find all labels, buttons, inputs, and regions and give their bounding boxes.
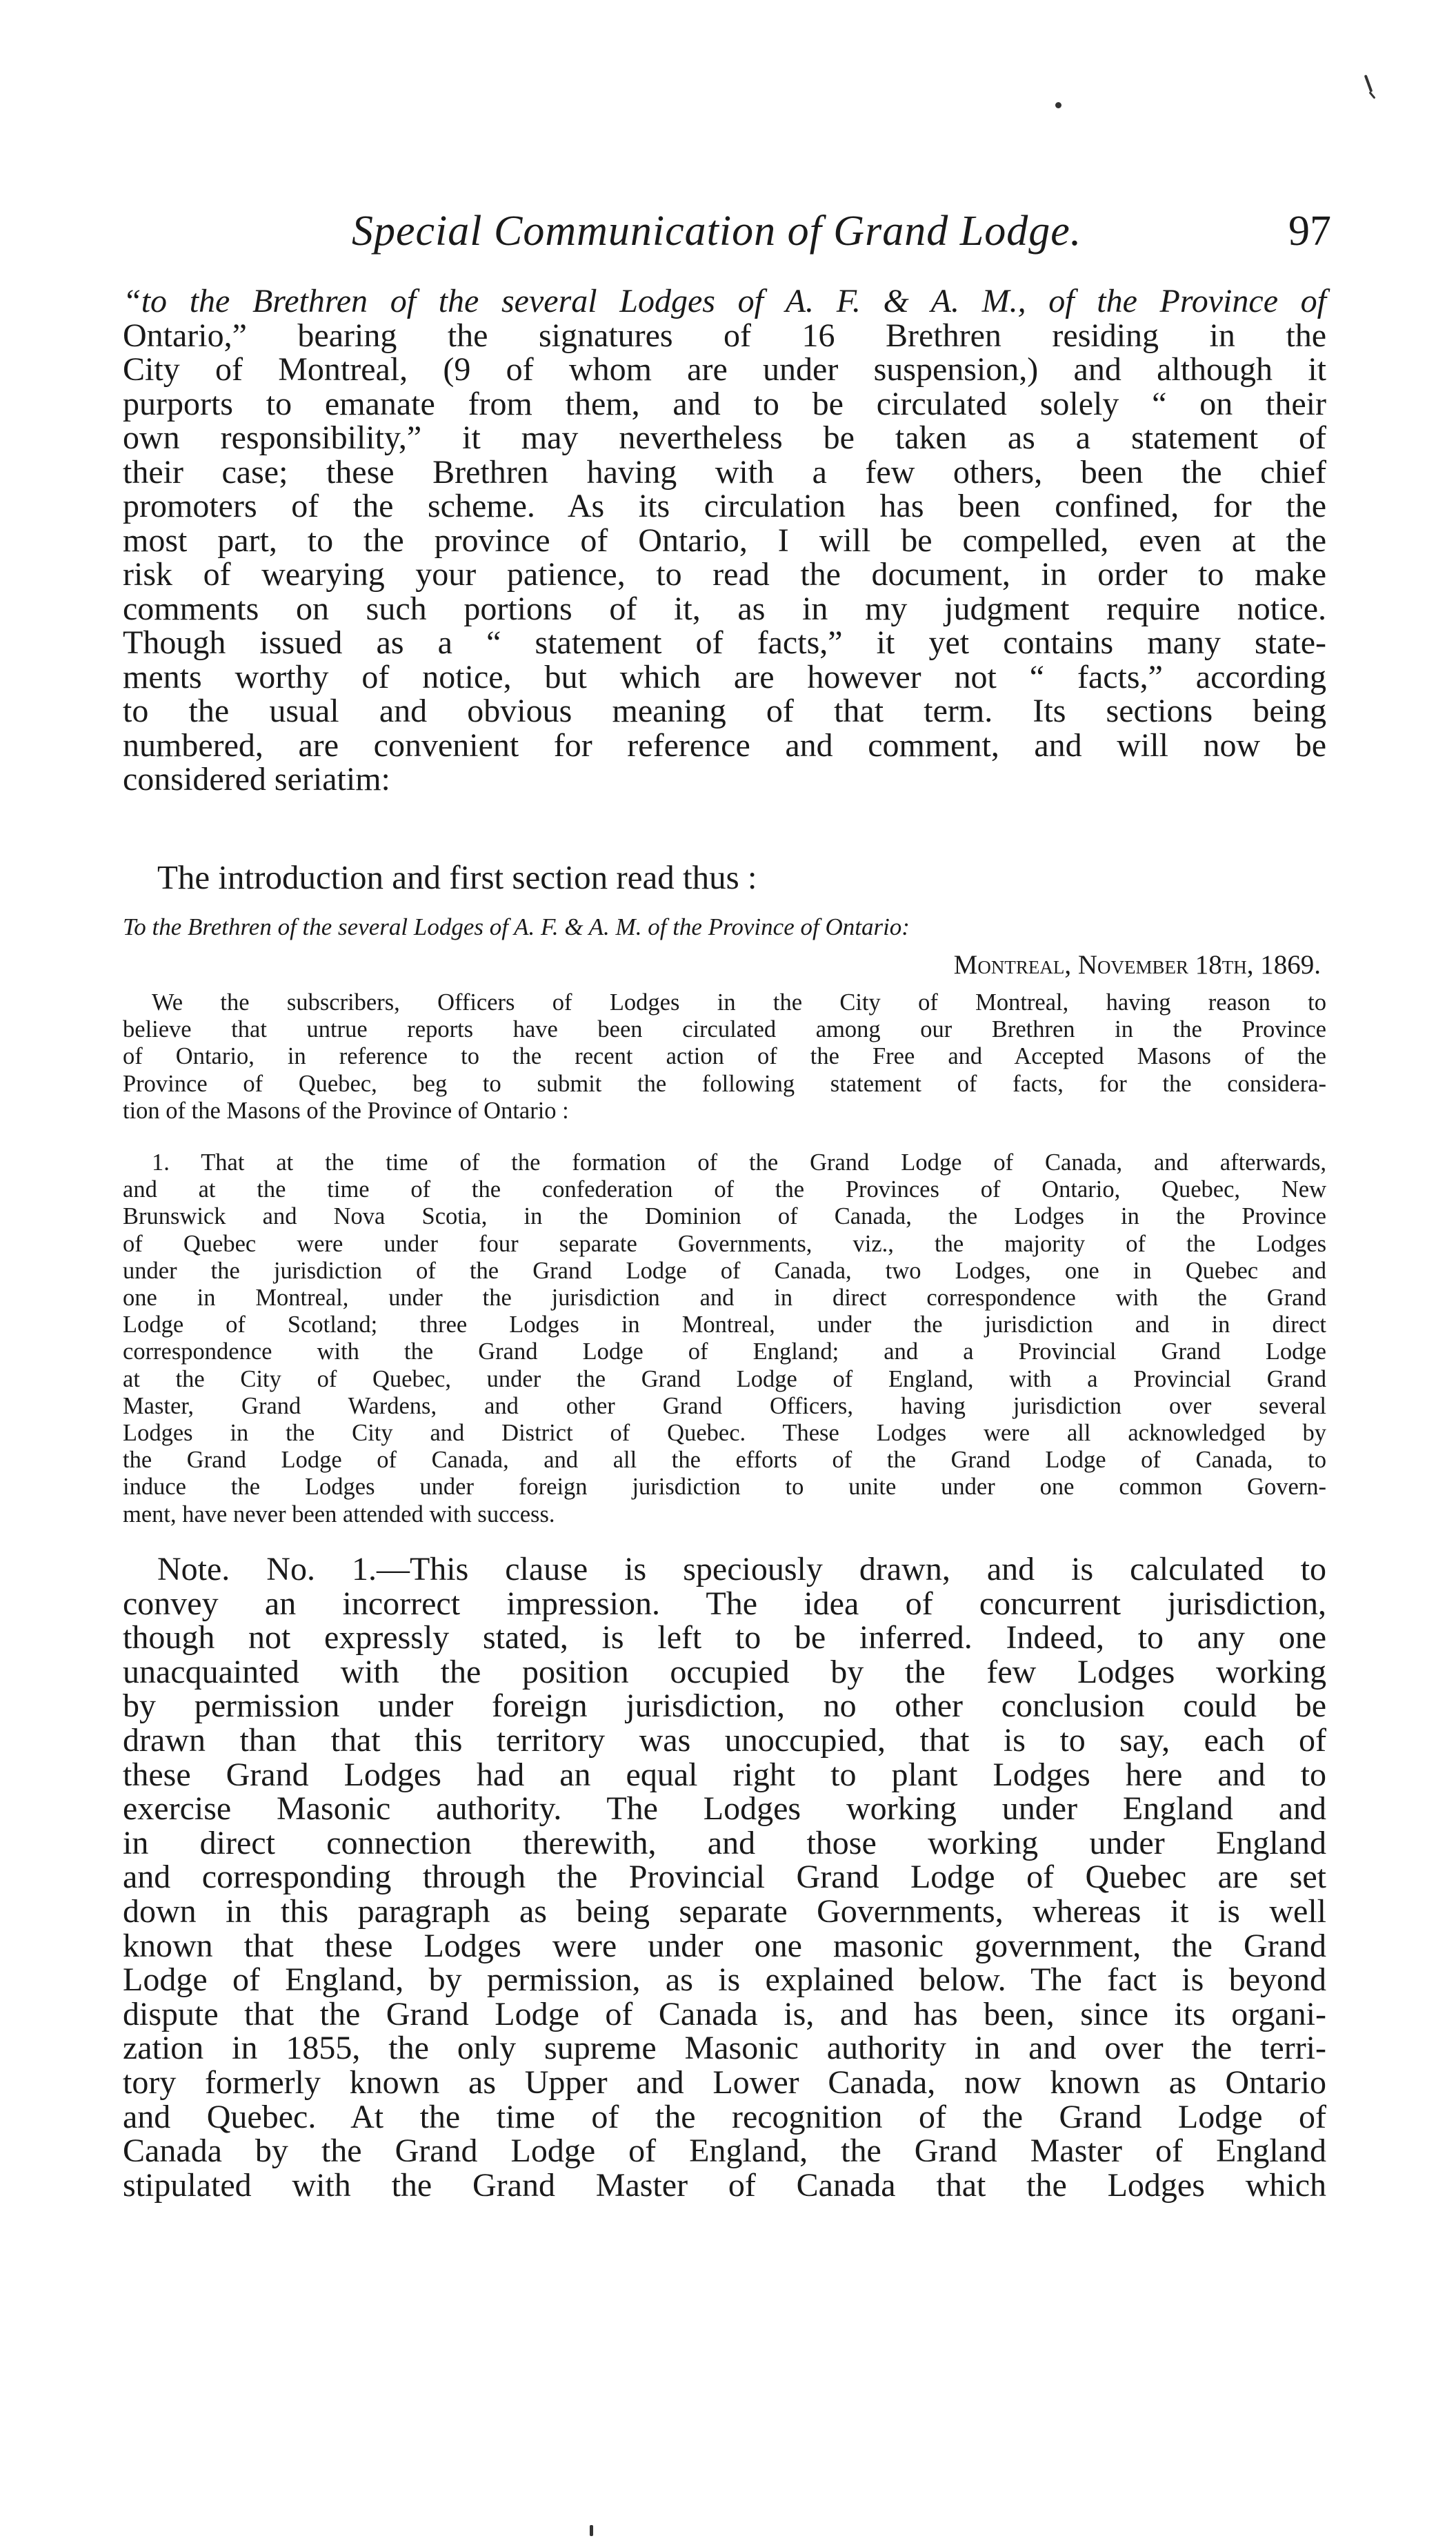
text-line: down in this paragraph as being separate Governments, whereas it is well (123, 1892, 1326, 1930)
text-line: considered seriatim: (123, 761, 390, 798)
note-paragraph (123, 1552, 1326, 2202)
text-line: drawn than that this territory was unoccupied, that is to say, each of (123, 1721, 1326, 1759)
scan-speck (1055, 102, 1061, 108)
text-line: risk of wearying your patience, to read the document, in order to make (123, 556, 1326, 593)
text-line: The introduction and first section read thus : (157, 858, 757, 896)
scan-speck (1368, 91, 1375, 99)
text-line: stipulated with the Grand Master of Canada that the Lodges which (123, 2166, 1326, 2204)
text-line: to the usual and obvious meaning of that term. Its sections being (123, 693, 1326, 729)
text-line: in direct connection therewith, and those working under England (123, 1824, 1326, 1861)
text-line: their case; these Brethren having with a few others, been the chief (123, 453, 1326, 491)
text-line: convey an incorrect impression. The idea of concurrent jurisdiction, (123, 1585, 1326, 1622)
text-line: most part, to the province of Ontario, I will be compelled, even at the (123, 522, 1326, 559)
text-line: one in Montreal, under the jurisdiction and in direct correspondence with the Grand (123, 1285, 1326, 1312)
text-line: zation in 1855, the only supreme Masonic authority in and over the terri- (123, 2030, 1326, 2067)
text-line: comments on such portions of it, as in my judgment require notice. (123, 590, 1326, 627)
text-line: at the City of Quebec, under the Grand Lodge of England, with a Provincial Grand (123, 1365, 1326, 1392)
intro-line (157, 858, 1192, 896)
text-line: of Ontario, in reference to the recent action of the Free and Accepted Masons of the (123, 1043, 1326, 1070)
text-line: believe that untrue reports have been circulated among our Brethren in the Province (123, 1016, 1326, 1043)
text-line: of Quebec were under four separate Governments, viz., the majority of the Lodges (123, 1230, 1326, 1257)
section-1-paragraph (123, 1149, 1326, 1528)
text-line: dispute that the Grand Lodge of Canada is, and has been, since its organi- (123, 1995, 1326, 2032)
text-line: Master, Grand Wardens, and other Grand Officers, having jurisdiction over several (123, 1392, 1326, 1419)
running-head: Special Communication of Grand Lodge. (352, 208, 1082, 255)
text-line: tion of the Masons of the Province of Ontario : (123, 1097, 569, 1124)
opening-paragraph (123, 284, 1326, 797)
text-line: numbered, are convenient for reference and comment, and will now be (123, 726, 1326, 764)
text-line: under the jurisdiction of the Grand Lodge of Canada, two Lodges, one in Quebec and (123, 1257, 1326, 1284)
text-line: promoters of the scheme. As its circulation has been confined, for the (123, 488, 1326, 524)
subscribers-paragraph (123, 989, 1326, 1125)
text-line: correspondence with the Grand Lodge of England; and a Provincial Grand Lodge (123, 1338, 1326, 1365)
text-line: We the subscribers, Officers of Lodges in the City of Montreal, having reason to (152, 989, 1326, 1016)
text-line: own responsibility,” it may nevertheless be taken as a statement of (123, 419, 1326, 456)
text-line: the Grand Lodge of Canada, and all the efforts of the Grand Lodge of Canada, to (123, 1447, 1326, 1474)
text-line: tory formerly known as Upper and Lower Canada, now known as Ontario (123, 2064, 1326, 2101)
scan-speck (1364, 75, 1373, 92)
text-line: and corresponding through the Provincial Grand Lodge of Quebec are set (123, 1859, 1326, 1896)
text-line: Province of Quebec, beg to submit the following statement of facts, for the considera- (123, 1070, 1326, 1097)
text-line: Canada by the Grand Lodge of England, the Grand Master of England (123, 2133, 1326, 2170)
text-line: Though issued as a “ statement of facts,” it yet contains many state- (123, 624, 1326, 661)
scan-speck (590, 2525, 593, 2536)
text-line: Lodge of Scotland; three Lodges in Montreal, under the jurisdiction and in direct (123, 1312, 1326, 1338)
text-line: ments worthy of notice, but which are however not “ facts,” according (123, 658, 1326, 695)
page-number: 97 (1288, 208, 1331, 255)
text-line: by permission under foreign jurisdiction, no other conclusion could be (123, 1688, 1326, 1725)
text-line: Lodge of England, by permission, as is explained below. The fact is beyond (123, 1961, 1326, 1999)
text-line: Montreal, November 18th, 1869. (953, 950, 1321, 980)
text-line: these Grand Lodges had an equal right to plant Lodges here and to (123, 1756, 1326, 1793)
text-line: and at the time of the confederation of the Provinces of Ontario, Quebec, New (123, 1176, 1326, 1203)
text-line: exercise Masonic authority. The Lodges working under England and (123, 1790, 1326, 1828)
text-line: known that these Lodges were under one masonic government, the Grand (123, 1927, 1326, 1964)
text-line: 1. That at the time of the formation of the Grand Lodge of Canada, and afterwards, (152, 1149, 1326, 1176)
text-line: City of Montreal, (9 of whom are under suspension,) and although it (123, 351, 1326, 388)
page-header (124, 207, 1331, 262)
text-line: “to the Brethren of the several Lodges of A. F. & A. M., of the Province of (123, 283, 1326, 319)
text-line: Ontario,” bearing the signatures of 16 Brethren residing in the (123, 317, 1326, 354)
dateline (690, 951, 1321, 980)
text-line: To the Brethren of the several Lodges of A. F. & A. M. of the Province of Ontario: (123, 913, 910, 940)
text-line: Brunswick and Nova Scotia, in the Dominion of Canada, the Lodges in the Province (123, 1203, 1326, 1230)
text-line: unacquainted with the position occupied by the few Lodges working (123, 1653, 1326, 1690)
text-line: and Quebec. At the time of the recognition of the Grand Lodge of (123, 2098, 1326, 2135)
text-line: though not expressly stated, is left to be inferred. Indeed, to any one (123, 1619, 1326, 1656)
text-line: induce the Lodges under foreign jurisdiction to unite under one common Govern- (123, 1474, 1326, 1501)
text-line: ment, have never been attended with success. (123, 1501, 555, 1527)
addressee-line (123, 913, 1326, 942)
text-line: purports to emanate from them, and to be circulated solely “ on their (123, 385, 1326, 422)
text-line: Lodges in the City and District of Quebec. These Lodges were all acknowledged by (123, 1420, 1326, 1447)
text-line: Note. No. 1.—This clause is speciously drawn, and is calculated to (157, 1551, 1326, 1587)
